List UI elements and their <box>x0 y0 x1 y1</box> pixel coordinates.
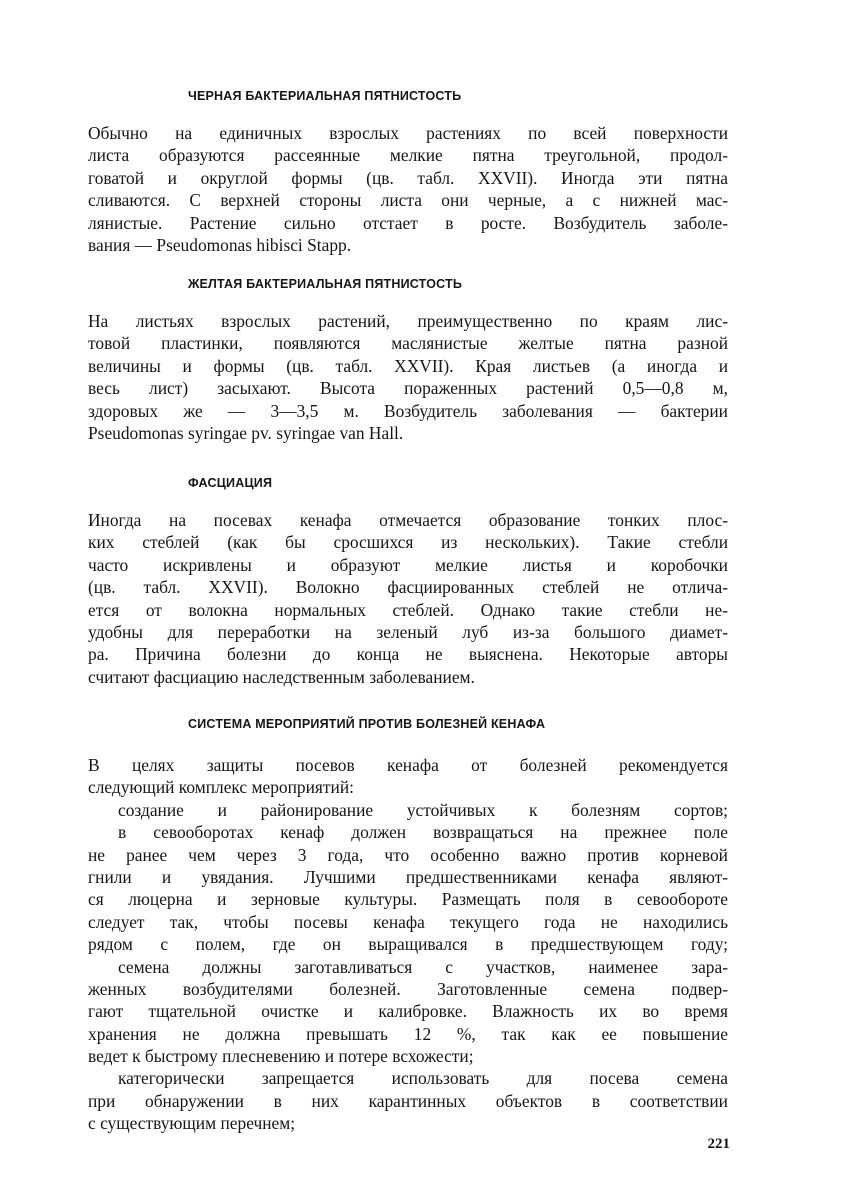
section-title-fasciation: ФАСЦИАЦИЯ <box>188 476 273 490</box>
text-line: гнили и увядания. Лучшими предшественниками кенафа являют- <box>88 866 728 887</box>
text-line: листа образуются рассеянные мелкие пятна треугольной, продол- <box>88 145 728 166</box>
section-title-control-measures: СИСТЕМА МЕРОПРИЯТИЙ ПРОТИВ БОЛЕЗНЕЙ КЕНАФА <box>188 717 546 731</box>
text-line: гают тщательной очистке и калибровке. Влажность их во время <box>88 1001 728 1022</box>
text-line: здоровых же — 3—3,5 м. Возбудитель заболевания — бактерии <box>88 400 728 421</box>
text-line: категорически запрещается использовать для посева семена <box>118 1068 728 1089</box>
page-number: 221 <box>707 1136 730 1152</box>
text-line: при обнаружении в них карантинных объектов в соответствии <box>88 1090 728 1111</box>
text-line: величины и формы (цв. табл. XXVII). Края листьев (а иногда и <box>88 355 728 376</box>
text-line: следует так, чтобы посевы кенафа текущего года не находились <box>88 911 728 932</box>
text-line: товой пластинки, появляются маслянистые желтые пятна разной <box>88 333 728 354</box>
text-line: семена должны заготавливаться с участков, наименее зара- <box>118 956 728 977</box>
text-line: ведет к быстрому плесневению и потере всхожести; <box>88 1046 474 1067</box>
text-line: не ранее чем через 3 года, что особенно важно против корневой <box>88 844 728 865</box>
text-line: весь лист) засыхают. Высота пораженных растений 0,5—0,8 м, <box>88 378 728 399</box>
text-line: сливаются. С верхней стороны листа они черные, а с нижней мас- <box>88 190 728 211</box>
section-body-black-spot <box>88 122 728 256</box>
section-title-yellow-spot: ЖЕЛТАЯ БАКТЕРИАЛЬНАЯ ПЯТНИСТОСТЬ <box>188 277 463 291</box>
text-line: Pseudomonas syringae pv. syringae van Hall. <box>88 422 404 443</box>
text-line: с существующим перечнем; <box>88 1113 296 1134</box>
text-line: создание и районирование устойчивых к болезням сортов; <box>118 799 728 820</box>
text-line: часто искривлены и образуют мелкие листья и коробочки <box>88 554 728 575</box>
text-line: В целях защиты посевов кенафа от болезней рекомендуется <box>88 755 728 775</box>
text-line: лянистые. Растение сильно отстает в росте. Возбудитель заболе- <box>88 212 728 233</box>
text-line: рядом с полем, где он выращивался в предшествующем году; <box>88 934 728 955</box>
text-line: (цв. табл. XXVII). Волокно фасциированных стеблей не отлича- <box>88 577 728 598</box>
text-line: говатой и округлой формы (цв. табл. XXVII). Иногда эти пятна <box>88 167 728 188</box>
text-line: ется от волокна нормальных стеблей. Однако такие стебли не- <box>88 599 728 620</box>
section-body-fasciation <box>88 509 728 688</box>
text-line: ких стеблей (как бы сросшихся из нескольких). Такие стебли <box>88 532 728 553</box>
text-line: Обычно на единичных взрослых растениях по всей поверхности <box>88 123 728 143</box>
text-line: считают фасциацию наследственным заболеванием. <box>88 666 475 687</box>
section-title-black-spot: ЧЕРНАЯ БАКТЕРИАЛЬНАЯ ПЯТНИСТОСТЬ <box>188 89 462 103</box>
text-line: хранения не должна превышать 12 %, так как ее повышение <box>88 1023 728 1044</box>
text-line: ра. Причина болезни до конца не выяснена. Некоторые авторы <box>88 644 728 665</box>
text-line: Иногда на посевах кенафа отмечается образование тонких плос- <box>88 510 728 530</box>
section-body-yellow-spot <box>88 310 728 444</box>
text-line: следующий комплекс мероприятий: <box>88 777 354 798</box>
text-line: вания — Pseudomonas hibisci Stapp. <box>88 234 352 255</box>
text-line: женных возбудителями болезней. Заготовленные семена подвер- <box>88 978 728 999</box>
text-line: ся люцерна и зерновые культуры. Размещать поля в севообороте <box>88 889 728 910</box>
section-body-control-measures <box>88 754 728 1135</box>
text-line: в севооборотах кенаф должен возвращаться на прежнее поле <box>118 822 728 843</box>
text-line: удобны для переработки на зеленый луб из-за большого диамет- <box>88 621 728 642</box>
text-line: На листьях взрослых растений, преимущественно по краям лис- <box>88 311 728 331</box>
